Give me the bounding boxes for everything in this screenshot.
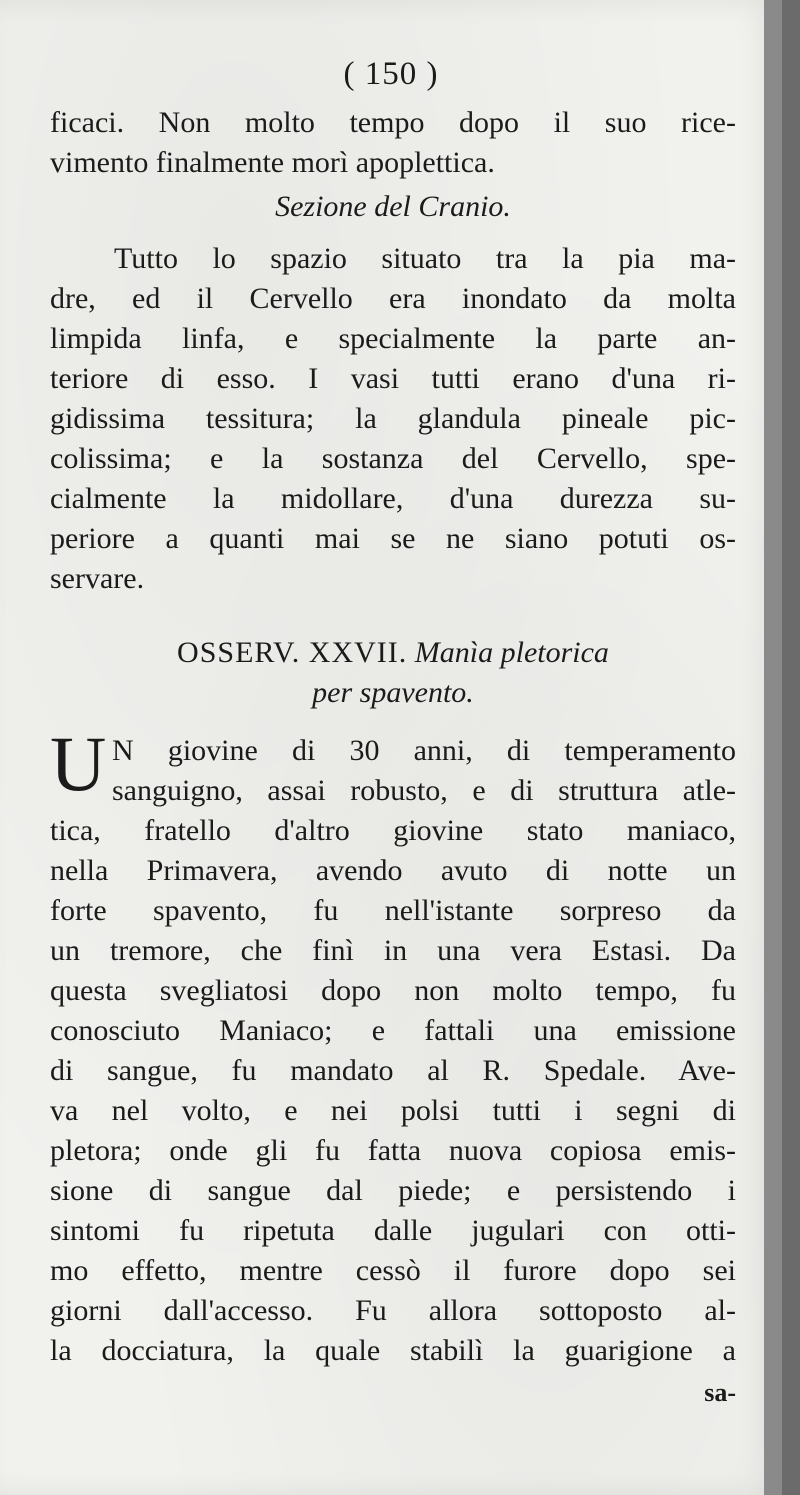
text-line: limpida linfa, e specialmente la parte an- — [50, 322, 736, 355]
text-line: forte spavento, fu nell'istante sorpreso da — [50, 894, 736, 927]
observation-title-part2: per spavento. — [312, 676, 474, 709]
text-line: tica, fratello d'altro giovine stato maniaco, — [50, 814, 736, 847]
text-line: gidissima tessitura; la glandula pineale pic- — [50, 402, 736, 435]
paragraph-cranio — [50, 239, 736, 599]
text-line: vimento finalmente morì apoplettica. — [50, 146, 495, 179]
text-line: sintomi fu ripetuta dalle jugulari con otti- — [50, 1214, 736, 1247]
text-line: un tremore, che finì in una vera Estasi. Da — [50, 934, 736, 967]
text-line: servare. — [50, 562, 145, 595]
text-line: teriore di esso. I vasi tutti erano d'una ri- — [50, 362, 736, 395]
text-line: sanguigno, assai robusto, e di struttura atle- — [112, 774, 736, 807]
text-line: periore a quanti mai se ne siano potuti os- — [50, 522, 736, 555]
drop-cap: U — [50, 720, 107, 807]
text-line: pletora; onde gli fu fatta nuova copiosa emis- — [50, 1134, 736, 1167]
catchword: sa- — [704, 1378, 736, 1407]
text-line: va nel volto, e nei polsi tutti i segni di — [50, 1094, 736, 1127]
text-line: colissima; e la sostanza del Cervello, spe- — [50, 442, 736, 475]
text-line: giorni dall'accesso. Fu allora sottoposto al- — [50, 1294, 736, 1327]
paragraph-observation — [50, 720, 736, 1371]
text-line: la docciatura, la quale stabilì la guarigione a — [50, 1334, 736, 1367]
text-line: dre, ed il Cervello era inondato da molta — [50, 282, 736, 315]
text-line: questa svegliatosi dopo non molto tempo, fu — [50, 974, 736, 1007]
text-line: cialmente la midollare, d'una durezza su- — [50, 482, 736, 515]
observation-title — [50, 633, 736, 713]
page-edge-shadow — [764, 0, 782, 1495]
text-line: sione di sangue dal piede; e persistendo i — [50, 1174, 736, 1207]
observation-label: OSSERV. XXVII. — [177, 636, 408, 669]
text-line: conosciuto Maniaco; e fattali una emissione — [50, 1014, 736, 1047]
text-line: nella Primavera, avendo avuto di notte un — [50, 854, 736, 887]
text-line: ficaci. Non molto tempo dopo il suo rice- — [50, 106, 736, 139]
section-heading: Sezione del Cranio. — [275, 190, 511, 223]
page-number: ( 150 ) — [343, 56, 439, 92]
text-line: mo effetto, mentre cessò il furore dopo sei — [50, 1254, 736, 1287]
text-line: Tutto lo spazio situato tra la pia ma- — [114, 242, 736, 275]
observation-title-part1: Manìa pletorica — [414, 636, 609, 669]
text-line: di sangue, fu mandato al R. Spedale. Ave- — [50, 1054, 736, 1087]
page-body — [50, 103, 736, 1413]
text-line: N giovine di 30 anni, di temperamento — [112, 734, 736, 767]
